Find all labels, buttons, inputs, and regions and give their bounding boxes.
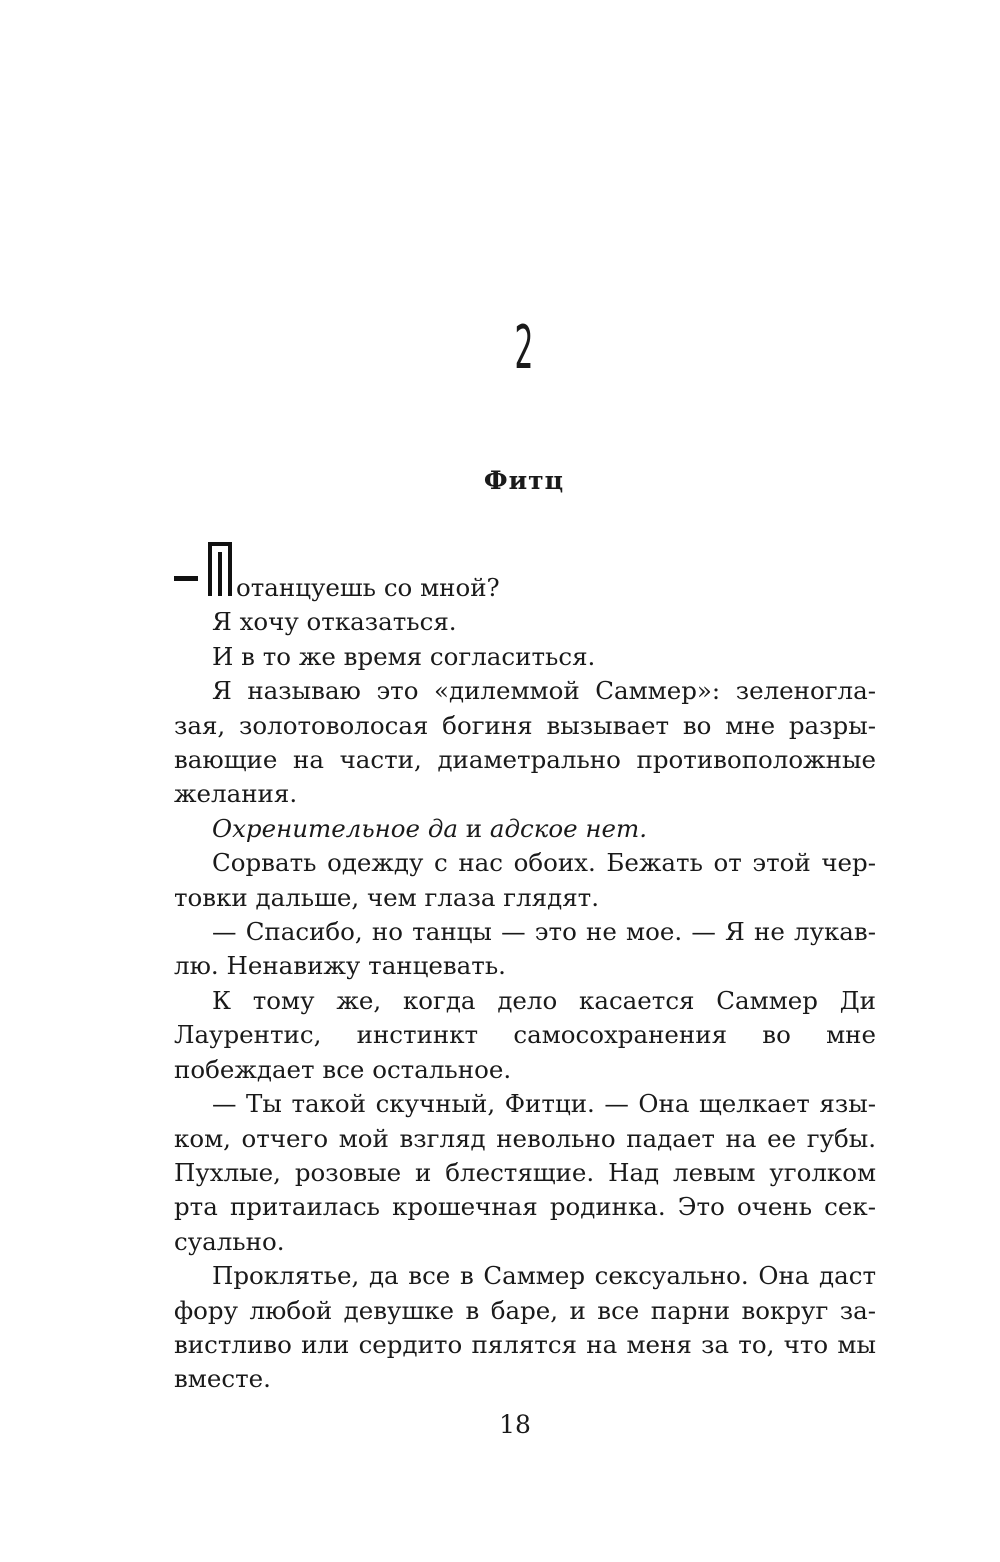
paragraph-italic	[174, 812, 876, 846]
paragraph: И в то же время согласиться.	[212, 641, 596, 671]
drop-cap-dash	[174, 576, 198, 581]
page-number: 18	[499, 1410, 531, 1439]
italic-text: Охренительное да	[212, 813, 458, 843]
chapter-title: Фитц	[483, 466, 565, 495]
body-text	[174, 562, 876, 1397]
chapter-number: 2	[514, 313, 534, 383]
paragraph: — Ты такой скучный, Фитци. — Она щелкает языком, отчего мой взгляд невольно падает на ее губы. Пухлые, розовые и блестящие. Над левым уголком рта притаилась крошечная родинка. Это очень сексуально.	[174, 1089, 876, 1256]
paragraph: Сорвать одежду с нас обоих. Бежать от этой чертовки дальше, чем глаза глядят.	[174, 848, 876, 912]
paragraph: Проклятье, да все в Саммер сексуально. Она даст фору любой девушке в баре, и все парни вокруг завистливо или сердито пялятся на меня за то, что мы вместе.	[174, 1261, 876, 1394]
drop-cap	[174, 562, 236, 596]
paragraph: — Спасибо, но танцы — это не мое. — Я не лукавлю. Ненавижу танцевать.	[174, 917, 876, 981]
paragraph: К тому же, когда дело касается Саммер Ди Лаурентис, инстинкт самосохранения во мне побеждает все остальное.	[174, 985, 876, 1084]
italic-text: адское нет.	[489, 813, 648, 843]
paragraph: Я хочу отказаться.	[212, 607, 457, 637]
paragraph-text: отанцуешь со мной?	[236, 573, 500, 602]
drop-cap-letter	[208, 542, 232, 596]
paragraph: Я называю это «дилеммой Саммер»: зеленоглазая, золотоволосая богиня вызывает во мне разрывающие на части, диаметрально противоположные желания.	[174, 676, 876, 809]
paragraph-opening	[174, 562, 876, 605]
paragraph-text: и	[457, 813, 490, 843]
